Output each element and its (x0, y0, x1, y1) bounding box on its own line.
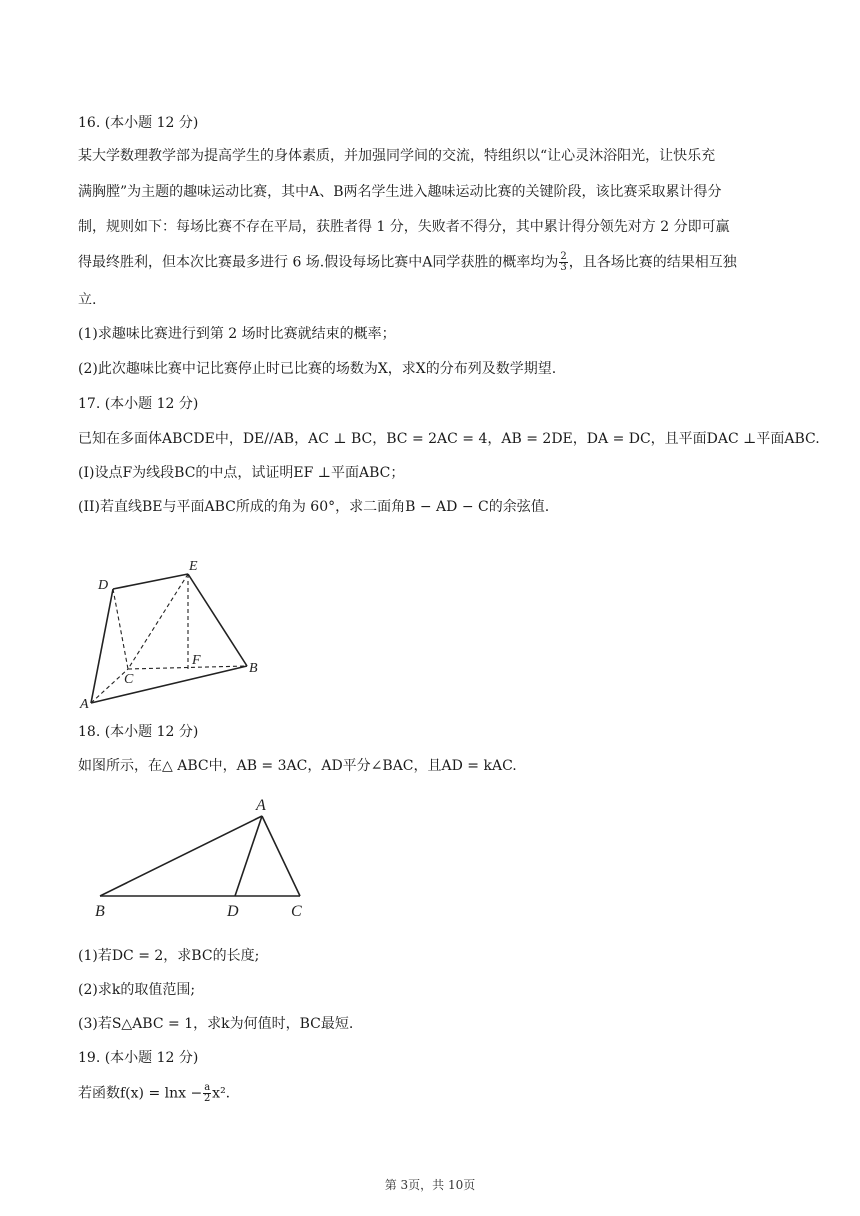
q16-fraction: $\frac{2}{3}$ (560, 251, 567, 273)
q16-line4-b: ，且各场比赛的结果相互独 (568, 254, 737, 271)
q16-sub2: (2)此次趣味比赛中记比赛停止时已比赛的场数为X，求X的分布列及数学期望. (78, 361, 557, 377)
q16-line1: 某大学数理教学部为提高学生的身体素质，并加强同学间的交流，特组织以“让心灵沐浴阳光，让快乐充 (78, 148, 716, 164)
q17-sub2: (II)若直线BE与平面ABC所成的角为 60°，求二面角B − AD − C的余弦值. (78, 499, 550, 515)
q18-line1: 如图所示，在△ ABC中，AB = 3AC，AD平分∠BAC，且AD = kAC. (78, 758, 517, 774)
q19-line1 (78, 1083, 230, 1104)
q16-line2: 满胸膛”为主题的趣味运动比赛，其中A、B两名学生进入趣味运动比赛的关键阶段，该比赛采取累计得分 (78, 184, 722, 200)
q19-fraction: $\frac{a}{2}$ (204, 1082, 211, 1104)
q18-label-B: B (95, 903, 105, 920)
q17-label-E: E (189, 559, 198, 574)
q17-title: 17. (本小题 12 分) (78, 396, 199, 412)
q18-triangle-figure (88, 790, 318, 925)
q17-label-B: B (249, 661, 258, 676)
q16-line4 (78, 252, 737, 273)
q19-func-a: 若函数f(x) = lnx − (78, 1085, 203, 1102)
q18-label-C: C (291, 903, 302, 920)
q16-line3: 制，规则如下：每场比赛不存在平局，获胜者得 1 分，失败者不得分，其中累计得分领先对方 2 分即可赢 (78, 219, 730, 235)
q18-title: 18. (本小题 12 分) (78, 724, 199, 740)
q16-line5: 立. (78, 292, 97, 308)
q18-label-D: D (227, 903, 239, 920)
q16-sub1: (1)求趣味比赛进行到第 2 场时比赛就结束的概率； (78, 326, 396, 342)
q19-func-b: x². (212, 1085, 231, 1102)
q19-title: 19. (本小题 12 分) (78, 1050, 199, 1066)
q18-label-A: A (256, 797, 266, 814)
q18-sub3: (3)若S△ABC = 1，求k为何值时，BC最短. (78, 1016, 354, 1032)
q17-label-C: C (124, 672, 134, 687)
q18-sub1: (1)若DC = 2，求BC的长度; (78, 948, 260, 964)
q17-polyhedron-figure (78, 555, 268, 715)
page-footer: 第 3页，共 10页 (384, 1178, 476, 1192)
q16-line4-a: 得最终胜利，但本次比赛最多进行 6 场.假设每场比赛中A同学获胜的概率均为 (78, 254, 559, 271)
q18-sub2: (2)求k的取值范围; (78, 982, 196, 998)
q17-line1: 已知在多面体ABCDE中，DE//AB，AC ⊥ BC，BC = 2AC = 4，AB = 2DE，DA = DC，且平面DAC ⊥平面ABC. (78, 431, 820, 447)
q16-title: 16. (本小题 12 分) (78, 115, 199, 131)
q17-label-F: F (192, 653, 201, 668)
q17-label-D: D (98, 578, 109, 593)
q17-sub1: (I)设点F为线段BC的中点，试证明EF ⊥平面ABC； (78, 465, 405, 481)
q17-label-A: A (80, 697, 89, 712)
